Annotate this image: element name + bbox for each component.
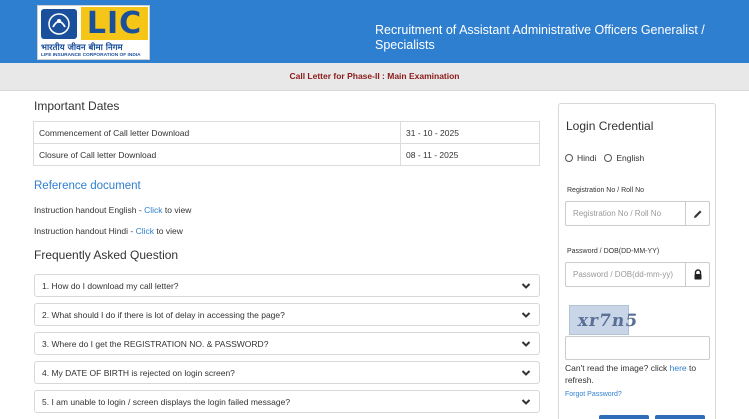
chevron-down-icon	[521, 397, 531, 407]
instruction-hindi	[34, 226, 183, 236]
important-dates-table	[33, 121, 540, 166]
subheader-title: Call Letter for Phase-II : Main Examination	[289, 71, 460, 81]
language-label-hindi: Hindi	[577, 153, 597, 163]
radio-hindi[interactable]	[565, 154, 573, 162]
faq-question: 4. My DATE OF BIRTH is rejected on login screen?	[42, 368, 235, 378]
subheader-bar	[0, 63, 749, 91]
chevron-down-icon	[521, 281, 531, 291]
faq-heading: Frequently Asked Question	[34, 248, 179, 262]
captcha-refresh-link[interactable]: here	[669, 363, 687, 373]
login-button[interactable]	[599, 415, 649, 419]
lic-logo[interactable]	[37, 5, 150, 60]
instruction-hindi-suffix: to view	[154, 226, 183, 236]
table-row	[34, 144, 540, 166]
registration-label: Registration No / Roll No	[567, 187, 645, 194]
language-selector	[565, 153, 652, 163]
faq-item[interactable]	[34, 361, 540, 384]
date-value: 08 - 11 - 2025	[401, 144, 540, 166]
captcha-refresh-text	[565, 362, 713, 386]
login-panel	[558, 103, 716, 419]
pencil-icon	[685, 202, 709, 225]
instruction-english-suffix: to view	[162, 205, 192, 215]
date-label: Commencement of Call letter Download	[34, 122, 401, 144]
registration-input[interactable]	[566, 202, 686, 225]
instruction-english-label: Instruction handout English -	[34, 205, 145, 215]
lic-emblem-icon	[41, 9, 77, 39]
instruction-english-link[interactable]: Click	[144, 205, 163, 215]
chevron-down-icon	[521, 368, 531, 378]
language-option-english[interactable]	[604, 153, 644, 163]
forgot-password-link[interactable]: Forgot Password?	[565, 391, 622, 398]
password-input[interactable]	[566, 263, 686, 286]
logo-wordmark: LIC	[81, 7, 148, 40]
language-option-hindi[interactable]	[565, 153, 596, 163]
password-field	[565, 262, 710, 287]
login-title: Login Credential	[566, 119, 654, 133]
site-header	[0, 0, 749, 63]
lock-icon	[685, 263, 709, 286]
captcha-image	[569, 305, 640, 335]
faq-item[interactable]	[34, 274, 540, 297]
chevron-down-icon	[521, 339, 531, 349]
faq-question: 1. How do I download my call letter?	[42, 281, 179, 291]
captcha-text: xr7n5	[576, 311, 640, 331]
faq-item[interactable]	[34, 390, 540, 413]
password-label: Password / DOB(DD-MM-YY)	[567, 248, 660, 255]
faq-item[interactable]	[34, 332, 540, 355]
language-label-english: English	[616, 153, 645, 163]
faq-question: 5. I am unable to login / screen displays the login failed message?	[42, 397, 291, 407]
logo-english-text: LIFE INSURANCE CORPORATION OF INDIA	[41, 53, 141, 58]
faq-item[interactable]	[34, 303, 540, 326]
registration-field	[565, 201, 710, 226]
date-value: 31 - 10 - 2025	[401, 122, 540, 144]
instruction-hindi-link[interactable]: Click	[135, 226, 155, 236]
reference-document-heading: Reference document	[34, 180, 141, 192]
captcha-input[interactable]	[565, 336, 710, 360]
instruction-english	[34, 205, 191, 215]
radio-english[interactable]	[604, 154, 612, 162]
clear-button[interactable]	[655, 415, 705, 419]
faq-question: 2. What should I do if there is lot of delay in accessing the page?	[42, 310, 285, 320]
important-dates-heading: Important Dates	[34, 99, 120, 113]
table-row	[34, 122, 540, 144]
captcha-refresh-suffix: to refresh.	[565, 363, 697, 385]
captcha-refresh-prefix: Can't read the image? click	[565, 363, 670, 373]
page-title: Recruitment of Assistant Administrative Officers Generalist / Specialists	[375, 23, 705, 52]
chevron-down-icon	[521, 310, 531, 320]
instruction-hindi-label: Instruction handout Hindi -	[34, 226, 136, 236]
date-label: Closure of Call letter Download	[34, 144, 401, 166]
logo-hindi-text: भारतीय जीवन बीमा निगम	[41, 43, 123, 53]
faq-question: 3. Where do I get the REGISTRATION NO. & PASSWORD?	[42, 339, 269, 349]
